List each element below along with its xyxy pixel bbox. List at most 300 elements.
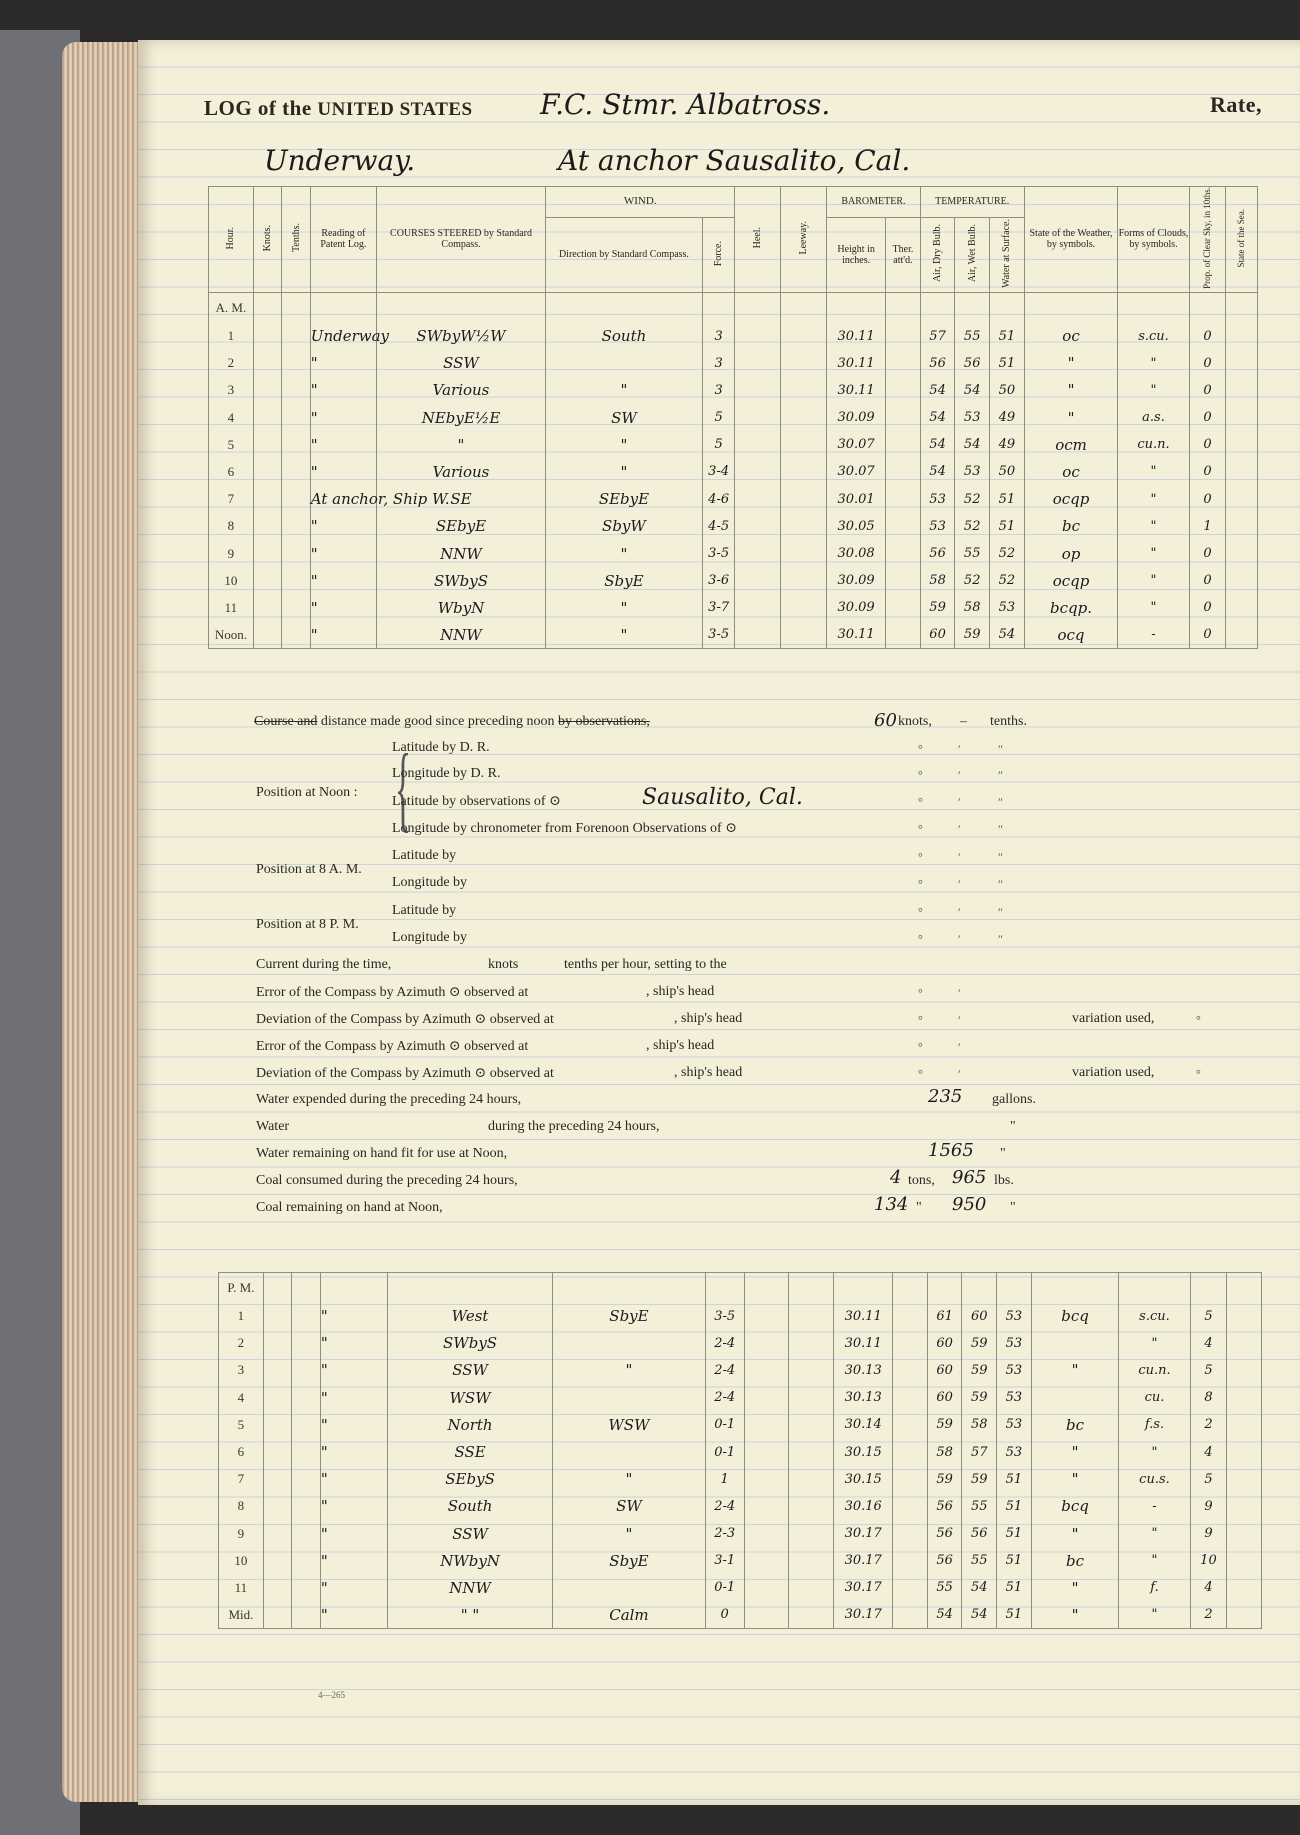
cell-weather: bc — [1031, 1411, 1119, 1438]
cell-hour: 9 — [219, 1520, 264, 1547]
col-clear: Prop. of Clear Sky, in 10ths. — [1189, 187, 1226, 293]
cell-bar: 30.13 — [834, 1357, 893, 1384]
table-row — [219, 1547, 1262, 1574]
cell-note: " — [310, 458, 376, 485]
cell-force: 0-1 — [705, 1438, 744, 1465]
cell-note: " — [320, 1493, 387, 1520]
cell-weather: " — [1024, 350, 1118, 377]
cell-course: WbyN — [376, 594, 545, 621]
cell-wind: WSW — [553, 1411, 706, 1438]
cell-force: 3-6 — [702, 567, 735, 594]
table-row — [209, 621, 1258, 648]
cell-force: 2-4 — [705, 1357, 744, 1384]
cell-force: 3 — [702, 322, 735, 349]
cell-clear: 0 — [1189, 377, 1226, 404]
gallons-label: gallons. — [992, 1092, 1036, 1107]
table-row — [209, 594, 1258, 621]
col-weather: State of the Weather, by symbols. — [1024, 187, 1118, 293]
table-row — [209, 322, 1258, 349]
tenths-label: tenths. — [990, 714, 1027, 729]
cell-force: 3-1 — [705, 1547, 744, 1574]
degree-mark: ″ — [998, 768, 1003, 782]
cell-note: " — [310, 350, 376, 377]
cell-wet: 54 — [955, 431, 990, 458]
cell-weather: bcqp. — [1024, 594, 1118, 621]
cell-clear: 0 — [1189, 594, 1226, 621]
cell-course: SSE — [388, 1438, 553, 1465]
table-row — [219, 1493, 1262, 1520]
degree-mark: ° — [918, 850, 923, 864]
cell-wet: 59 — [962, 1466, 997, 1493]
cell-clouds: cu.s. — [1119, 1466, 1190, 1493]
cell-clear: 4 — [1190, 1438, 1227, 1465]
col-courses: COURSES STEERED by Standard Compass. — [376, 187, 545, 293]
degree-mark: ° — [918, 1013, 923, 1027]
cell-hour: 9 — [209, 540, 254, 567]
degree-mark: ° — [918, 742, 923, 756]
cell-clear: 0 — [1189, 431, 1226, 458]
col-temperature: TEMPERATURE. — [920, 187, 1024, 218]
cell-wind: Calm — [553, 1602, 706, 1629]
lat-8pm: Latitude by — [392, 903, 457, 918]
cell-course: SSW — [388, 1357, 553, 1384]
am-label-row — [209, 292, 1258, 322]
lat-dr: Latitude by D. R. — [392, 740, 490, 755]
cell-wet: 59 — [955, 621, 990, 648]
cell-force: 2-4 — [705, 1330, 744, 1357]
cell-course: SWbyS — [388, 1330, 553, 1357]
degree-mark: ° — [918, 932, 923, 946]
coal-consumed-label: Coal consumed during the preceding 24 hours, — [256, 1173, 518, 1188]
cell-hour: 7 — [209, 486, 254, 513]
degree-mark: ′ — [958, 1013, 961, 1027]
cell-weather: ocqp — [1024, 486, 1118, 513]
cell-water: 51 — [990, 513, 1025, 540]
position-8am-label: Position at 8 A. M. — [256, 862, 362, 877]
degree-mark: ° — [918, 877, 923, 891]
cell-weather: ocm — [1024, 431, 1118, 458]
col-patent-log: Reading of Patent Log. — [310, 187, 376, 293]
cell-clouds: " — [1118, 567, 1189, 594]
cell-force: 1 — [705, 1466, 744, 1493]
ships-head-3: , ship's head — [646, 1038, 715, 1053]
pm-label-row — [219, 1273, 1262, 1303]
cell-force: 3-4 — [702, 458, 735, 485]
cell-clouds: " — [1119, 1438, 1190, 1465]
cell-course: West — [388, 1303, 553, 1330]
cell-wet: 52 — [955, 567, 990, 594]
cell-clouds: " — [1118, 540, 1189, 567]
cell-wind — [553, 1438, 706, 1465]
cell-wet: 59 — [962, 1330, 997, 1357]
cell-wind — [553, 1384, 706, 1411]
pm-log-table — [218, 1272, 1262, 1629]
cell-wet: 55 — [955, 322, 990, 349]
cell-weather — [1031, 1384, 1119, 1411]
cell-weather: bc — [1031, 1547, 1119, 1574]
cell-clouds: f.s. — [1119, 1411, 1190, 1438]
anchor-note: At anchor Sausalito, Cal. — [558, 144, 911, 177]
cell-clouds: " — [1119, 1520, 1190, 1547]
ditto-3: " — [916, 1200, 922, 1215]
col-wet: Air, Wet Bulb. — [955, 217, 990, 292]
cell-force: 4-5 — [702, 513, 735, 540]
degree-mark: ′ — [958, 795, 961, 809]
lat-obs: Latitude by observations of ⊙ — [392, 794, 561, 809]
cell-course: North — [388, 1411, 553, 1438]
cell-clear: 1 — [1189, 513, 1226, 540]
table-row — [209, 377, 1258, 404]
current-label: Current during the time, — [256, 957, 392, 972]
ditto-1: " — [1010, 1119, 1016, 1134]
knots-label: knots, — [898, 714, 932, 729]
col-tenths: Tenths. — [282, 187, 311, 293]
cell-water: 51 — [990, 486, 1025, 513]
table-row — [219, 1357, 1262, 1384]
cell-water: 53 — [997, 1303, 1032, 1330]
cell-bar: 30.17 — [834, 1547, 893, 1574]
variation-degree-mark: ° — [1196, 1013, 1201, 1027]
pm-rows — [219, 1273, 1262, 1629]
cell-note: " — [320, 1384, 387, 1411]
cell-bar: 30.14 — [834, 1411, 893, 1438]
degree-mark: ″ — [998, 742, 1003, 756]
cell-bar: 30.01 — [827, 486, 886, 513]
cell-bar: 30.13 — [834, 1384, 893, 1411]
cell-dry: 60 — [920, 621, 955, 648]
cell-water: 53 — [990, 594, 1025, 621]
variation-1: variation used, — [1072, 1011, 1155, 1026]
cell-bar: 30.09 — [827, 404, 886, 431]
cell-bar: 30.17 — [834, 1602, 893, 1629]
cell-wet: 58 — [962, 1411, 997, 1438]
cell-weather: op — [1024, 540, 1118, 567]
table-row — [219, 1438, 1262, 1465]
cell-wind: SW — [546, 404, 703, 431]
cell-weather: " — [1031, 1602, 1119, 1629]
underway-note: Underway. — [264, 144, 416, 177]
col-heel: Heel. — [735, 187, 781, 293]
cell-note: " — [310, 567, 376, 594]
cell-bar: 30.09 — [827, 567, 886, 594]
degree-mark: ° — [918, 822, 923, 836]
cell-wind: " — [546, 540, 703, 567]
cell-wet: 52 — [955, 486, 990, 513]
cell-course: " " — [388, 1602, 553, 1629]
log-of-label: LOG of the UNITED STATES — [204, 96, 473, 120]
cell-course: SSW — [376, 350, 545, 377]
cell-bar: 30.09 — [827, 594, 886, 621]
ditto-4: " — [1010, 1200, 1016, 1215]
cell-hour: 11 — [209, 594, 254, 621]
cell-note: " — [320, 1547, 387, 1574]
cell-hour: 4 — [219, 1384, 264, 1411]
col-wind: WIND. — [546, 187, 735, 218]
cell-clouds: s.cu. — [1118, 322, 1189, 349]
cell-hour: 10 — [209, 567, 254, 594]
cell-water: 52 — [990, 567, 1025, 594]
cell-bar: 30.08 — [827, 540, 886, 567]
cell-bar: 30.17 — [834, 1574, 893, 1601]
cell-note: " — [320, 1602, 387, 1629]
cell-force: 3 — [702, 377, 735, 404]
cell-force: 3-5 — [705, 1303, 744, 1330]
cell-bar: 30.15 — [834, 1466, 893, 1493]
cell-force: 5 — [702, 431, 735, 458]
variation-degree-mark: ° — [1196, 1067, 1201, 1081]
cell-dry: 56 — [920, 540, 955, 567]
cell-course: NWbyN — [388, 1547, 553, 1574]
cell-weather: oc — [1024, 458, 1118, 485]
cell-dry: 55 — [927, 1574, 962, 1601]
cell-wet: 54 — [962, 1574, 997, 1601]
cell-wet: 55 — [962, 1547, 997, 1574]
water-remaining-value: 1565 — [928, 1140, 974, 1161]
cell-hour: 11 — [219, 1574, 264, 1601]
water-during-label: during the preceding 24 hours, — [488, 1119, 660, 1134]
cell-note: At anchor, Ship W. — [310, 486, 376, 513]
cell-course: NEbyE½E — [376, 404, 545, 431]
cell-weather: oc — [1024, 322, 1118, 349]
table-row — [219, 1384, 1262, 1411]
cell-dry: 58 — [920, 567, 955, 594]
cell-dry: 58 — [927, 1438, 962, 1465]
cell-note: " — [320, 1411, 387, 1438]
cell-dry: 54 — [920, 431, 955, 458]
cell-dry: 54 — [927, 1602, 962, 1629]
footer-code: 4—265 — [318, 1690, 345, 1700]
cell-dry: 57 — [920, 322, 955, 349]
cell-bar: 30.16 — [834, 1493, 893, 1520]
cell-wind: " — [553, 1520, 706, 1547]
cell-dry: 54 — [920, 404, 955, 431]
cell-wet: 58 — [955, 594, 990, 621]
degree-mark: ° — [918, 905, 923, 919]
cell-hour: 1 — [219, 1303, 264, 1330]
lon-chron: Longitude by chronometer from Forenoon Observations of ⊙ — [392, 821, 737, 836]
cell-weather: ocq — [1024, 621, 1118, 648]
cell-course: NNW — [376, 540, 545, 567]
cell-wet: 59 — [962, 1384, 997, 1411]
table-row — [209, 404, 1258, 431]
cell-force: 0 — [705, 1602, 744, 1629]
cell-water: 50 — [990, 458, 1025, 485]
cell-course: NNW — [376, 621, 545, 648]
cell-clouds: - — [1118, 621, 1189, 648]
cell-clear: 4 — [1190, 1574, 1227, 1601]
cell-clear: 0 — [1189, 567, 1226, 594]
cell-clear: 5 — [1190, 1303, 1227, 1330]
cell-wet: 52 — [955, 513, 990, 540]
degree-mark: ″ — [998, 822, 1003, 836]
log-page — [138, 40, 1300, 1805]
col-leeway: Leeway. — [781, 187, 827, 293]
cell-force: 3 — [702, 350, 735, 377]
deviation-azimuth-2: Deviation of the Compass by Azimuth ⊙ observed at — [256, 1066, 554, 1081]
cell-note: " — [310, 404, 376, 431]
cell-note: " — [320, 1303, 387, 1330]
vessel-name: F.C. Stmr. Albatross. — [540, 88, 831, 121]
cell-water: 51 — [990, 350, 1025, 377]
table-row — [209, 513, 1258, 540]
cell-hour: 2 — [209, 350, 254, 377]
place-name: Sausalito, Cal. — [642, 785, 803, 810]
cell-water: 49 — [990, 404, 1025, 431]
cell-water: 51 — [997, 1602, 1032, 1629]
cell-dry: 56 — [920, 350, 955, 377]
cell-clear: 0 — [1189, 486, 1226, 513]
cell-course: SEbyE — [376, 513, 545, 540]
cell-water: 51 — [997, 1547, 1032, 1574]
cell-wet: 60 — [962, 1303, 997, 1330]
degree-mark: ′ — [958, 905, 961, 919]
cell-course: SWbyW½W — [376, 322, 545, 349]
cell-clear: 2 — [1190, 1602, 1227, 1629]
coal-tons-value: 4 — [890, 1167, 902, 1188]
cell-water: 53 — [997, 1438, 1032, 1465]
cell-hour: 7 — [219, 1466, 264, 1493]
cell-bar: 30.07 — [827, 458, 886, 485]
cell-clear: 10 — [1190, 1547, 1227, 1574]
cell-clouds: - — [1119, 1493, 1190, 1520]
cell-clear: 0 — [1189, 540, 1226, 567]
cell-clouds: " — [1118, 458, 1189, 485]
cell-note: " — [310, 621, 376, 648]
coal-rem-tons: 134 — [874, 1194, 909, 1215]
cell-course: " — [376, 431, 545, 458]
cell-wind: " — [553, 1466, 706, 1493]
degree-mark: ′ — [958, 850, 961, 864]
cell-hour: 5 — [209, 431, 254, 458]
cell-wind: " — [546, 594, 703, 621]
cell-water: 51 — [997, 1574, 1032, 1601]
ships-head-2: , ship's head — [674, 1011, 743, 1026]
cell-bar: 30.11 — [827, 322, 886, 349]
error-azimuth-1: Error of the Compass by Azimuth ⊙ observed at — [256, 985, 529, 1000]
cell-dry: 56 — [927, 1547, 962, 1574]
cell-clouds: " — [1119, 1602, 1190, 1629]
cell-weather: " — [1024, 404, 1118, 431]
cell-force: 3-5 — [702, 621, 735, 648]
cell-dry: 60 — [927, 1357, 962, 1384]
cell-clear: 0 — [1189, 350, 1226, 377]
table-row — [209, 458, 1258, 485]
cell-note: " — [320, 1520, 387, 1547]
cell-course: NNW — [388, 1574, 553, 1601]
cell-clear: 0 — [1189, 621, 1226, 648]
cell-water: 51 — [990, 322, 1025, 349]
cell-hour: 5 — [219, 1411, 264, 1438]
table-row — [219, 1411, 1262, 1438]
cell-weather: " — [1031, 1438, 1119, 1465]
cell-wind: " — [546, 621, 703, 648]
cell-note: " — [310, 540, 376, 567]
cell-clear: 2 — [1190, 1411, 1227, 1438]
cell-bar: 30.11 — [834, 1330, 893, 1357]
cell-water: 53 — [997, 1357, 1032, 1384]
cell-course: Various — [376, 458, 545, 485]
cell-wet: 59 — [962, 1357, 997, 1384]
water-remaining-label: Water remaining on hand fit for use at Noon, — [256, 1146, 508, 1161]
degree-mark: ″ — [998, 795, 1003, 809]
cell-clear: 9 — [1190, 1520, 1227, 1547]
deviation-azimuth-1: Deviation of the Compass by Azimuth ⊙ observed at — [256, 1012, 554, 1027]
degree-mark: ′ — [958, 768, 961, 782]
lon-dr: Longitude by D. R. — [392, 766, 501, 781]
cell-note: " — [320, 1574, 387, 1601]
cell-wind — [546, 350, 703, 377]
cell-clouds: " — [1118, 350, 1189, 377]
cell-dry: 56 — [927, 1493, 962, 1520]
degree-mark: ″ — [998, 932, 1003, 946]
cell-wind: South — [546, 322, 703, 349]
cell-note: " — [310, 377, 376, 404]
cell-wind: SbyE — [546, 567, 703, 594]
cell-weather: " — [1024, 377, 1118, 404]
cell-clear: 0 — [1189, 404, 1226, 431]
cell-note: " — [320, 1466, 387, 1493]
cell-weather — [1031, 1330, 1119, 1357]
cell-clouds: " — [1118, 486, 1189, 513]
table-row — [209, 486, 1258, 513]
cell-wind: " — [546, 431, 703, 458]
cell-water: 53 — [997, 1330, 1032, 1357]
cell-force: 0-1 — [705, 1411, 744, 1438]
cell-dry: 61 — [927, 1303, 962, 1330]
cell-wet: 54 — [962, 1602, 997, 1629]
lbs-label: lbs. — [994, 1173, 1014, 1188]
cell-water: 51 — [997, 1520, 1032, 1547]
cell-course: SWbyS — [376, 567, 545, 594]
brace: { — [394, 734, 412, 841]
cell-clouds: a.s. — [1118, 404, 1189, 431]
am-log-table — [208, 186, 1258, 649]
cell-clouds: " — [1119, 1547, 1190, 1574]
course-distance-line: Course and distance made good since preceding noon by observations, — [254, 714, 650, 729]
cell-clear: 0 — [1189, 322, 1226, 349]
cell-water: 52 — [990, 540, 1025, 567]
cell-bar: 30.15 — [834, 1438, 893, 1465]
cell-force: 0-1 — [705, 1574, 744, 1601]
degree-mark: ° — [918, 1040, 923, 1054]
cell-note: " — [320, 1357, 387, 1384]
cell-force: 2-4 — [705, 1493, 744, 1520]
cell-weather: bcq — [1031, 1493, 1119, 1520]
cell-clear: 0 — [1189, 458, 1226, 485]
table-row — [209, 431, 1258, 458]
cell-bar: 30.11 — [834, 1303, 893, 1330]
col-hour: Hour. — [209, 187, 254, 293]
coal-remaining-label: Coal remaining on hand at Noon, — [256, 1200, 443, 1215]
pm-label: P. M. — [219, 1273, 264, 1303]
col-barometer: BAROMETER. — [827, 187, 921, 218]
cell-clear: 9 — [1190, 1493, 1227, 1520]
degree-mark: ′ — [958, 1067, 961, 1081]
coal-rem-lbs: 950 — [952, 1194, 987, 1215]
degree-mark: ° — [918, 1067, 923, 1081]
degree-mark: ′ — [958, 742, 961, 756]
cell-water: 53 — [997, 1411, 1032, 1438]
cell-wet: 53 — [955, 458, 990, 485]
col-wind-dir: Direction by Standard Compass. — [546, 217, 703, 292]
degree-mark: ′ — [958, 877, 961, 891]
cell-note: " — [320, 1330, 387, 1357]
cell-clouds: " — [1118, 377, 1189, 404]
rate-label: Rate, — [1210, 92, 1262, 117]
cell-note: " — [310, 431, 376, 458]
ditto-2: " — [1000, 1146, 1006, 1161]
water-expended-label: Water expended during the preceding 24 hours, — [256, 1092, 522, 1107]
